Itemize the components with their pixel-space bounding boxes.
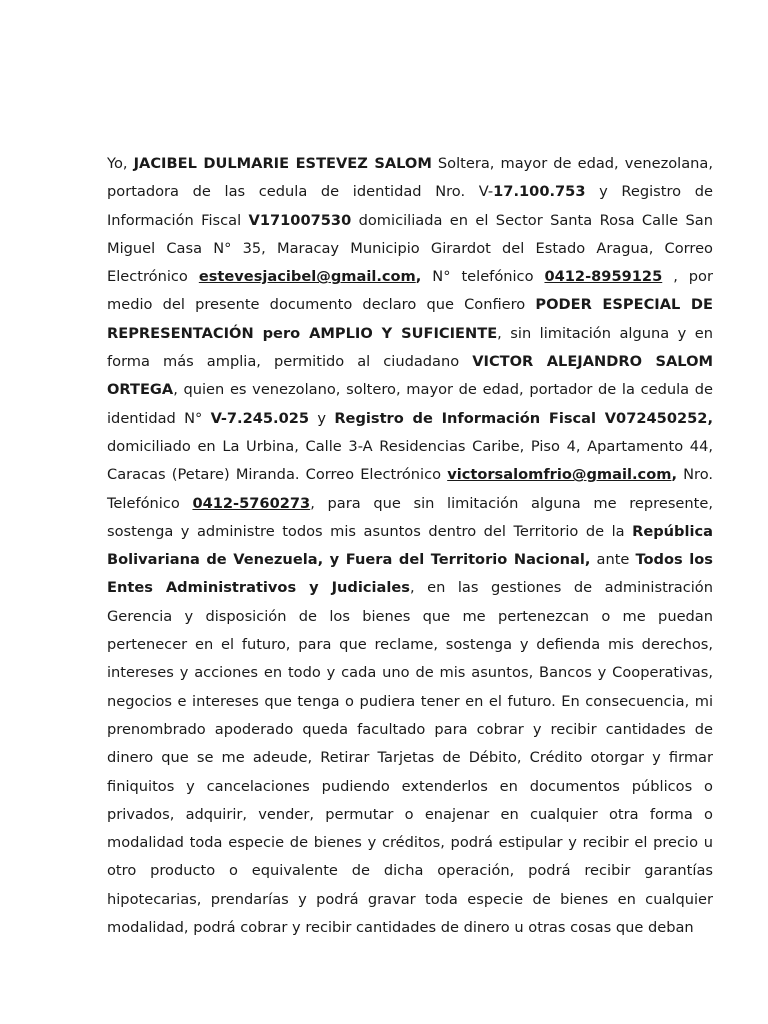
text-run: domiciliado en La Urbina, Calle 3-A Residencias Caribe, Piso 4, Apartamento 44, Caracas (Petare) Miranda. Correo Electrónico: [107, 437, 713, 484]
grantor-id-number: 17.100.753: [493, 183, 586, 201]
text-run: , por medio del presente documento declaro que Confiero: [107, 268, 713, 314]
text-run: y Registro de Información Fiscal: [107, 183, 713, 229]
grantor-rif: V171007530: [248, 211, 352, 229]
entity-scope: Todos los Entes Administrativos y Judiciales: [107, 551, 713, 597]
text-run: y: [309, 409, 335, 427]
text-run: ,: [415, 268, 422, 286]
power-of-attorney-paragraph: [107, 150, 713, 942]
attorney-name: VICTOR ALEJANDRO SALOM ORTEGA: [107, 353, 714, 399]
attorney-id-number: V-7.245.025: [210, 409, 310, 427]
text-run: , quien es venezolano, soltero, mayor de edad, portador de la cedula de identidad N°: [107, 381, 713, 427]
text-run: Nro. Telefónico: [107, 466, 714, 512]
text-run: ante: [590, 551, 636, 569]
attorney-phone: 0412-5760273: [192, 494, 311, 512]
attorney-rif: Registro de Información Fiscal V072450252,: [334, 409, 713, 427]
text-run: N° telefónico: [421, 268, 545, 286]
grantor-email: estevesjacibel@gmail.com: [198, 268, 416, 286]
text-run: ,: [671, 466, 677, 484]
grantor-phone: 0412-8959125: [544, 268, 663, 286]
territory-scope: República Bolivariana de Venezuela, y Fuera del Territorio Nacional,: [107, 522, 713, 569]
grantor-name: JACIBEL DULMARIE ESTEVEZ SALOM: [133, 155, 432, 172]
text-run: , en las gestiones de administración Gerencia y disposición de los bienes que me pertenezcan o me puedan pertenecer en el futuro, para que reclame, sostenga y defienda mis derechos, intereses y acciones en todo y cada uno de mis asuntos, Bancos y Cooperativas, negocios e intereses que tenga o pudiera tener en el futuro. En consecuencia, mi prenombrado apoderado queda facultado para cobrar y recibir cantidades de dinero que se me adeude, Retirar Tarjetas de Débito, Crédito otorgar y firmar finiquitos y cancelaciones pudiendo extenderlos en documentos públicos o privados, adquirir, vender, permutar o enajenar en cualquier otra forma o modalidad toda especie de bienes y créditos, podrá estipular y recibir el precio u otro producto o equivalente de dicha operación, podrá recibir garantías hipotecarias, prendarías y podrá gravar toda especie de bienes en cualquier modalidad, podrá cobrar y recibir cantidades de dinero u otras cosas que deban: [107, 579, 713, 937]
text-run: Yo,: [107, 155, 134, 172]
text-run: Soltera, mayor de edad, venezolana, portadora de las cedula de identidad Nro. V-: [107, 155, 713, 201]
attorney-email: victorsalomfrio@gmail.com: [447, 466, 672, 484]
text-run: domiciliada en el Sector Santa Rosa Calle San Miguel Casa N° 35, Maracay Municipio Girardot del Estado Aragua, Correo Electrónico: [107, 211, 713, 286]
text-run: , para que sin limitación alguna me represente, sostenga y administre todos mis asuntos dentro del Territorio de la: [107, 494, 713, 540]
power-type: PODER ESPECIAL DE REPRESENTACIÓN pero AMPLIO Y SUFICIENTE: [107, 296, 714, 342]
text-run: , sin limitación alguna y en forma más amplia, permitido al ciudadano: [107, 324, 713, 371]
document-page: [107, 150, 713, 942]
